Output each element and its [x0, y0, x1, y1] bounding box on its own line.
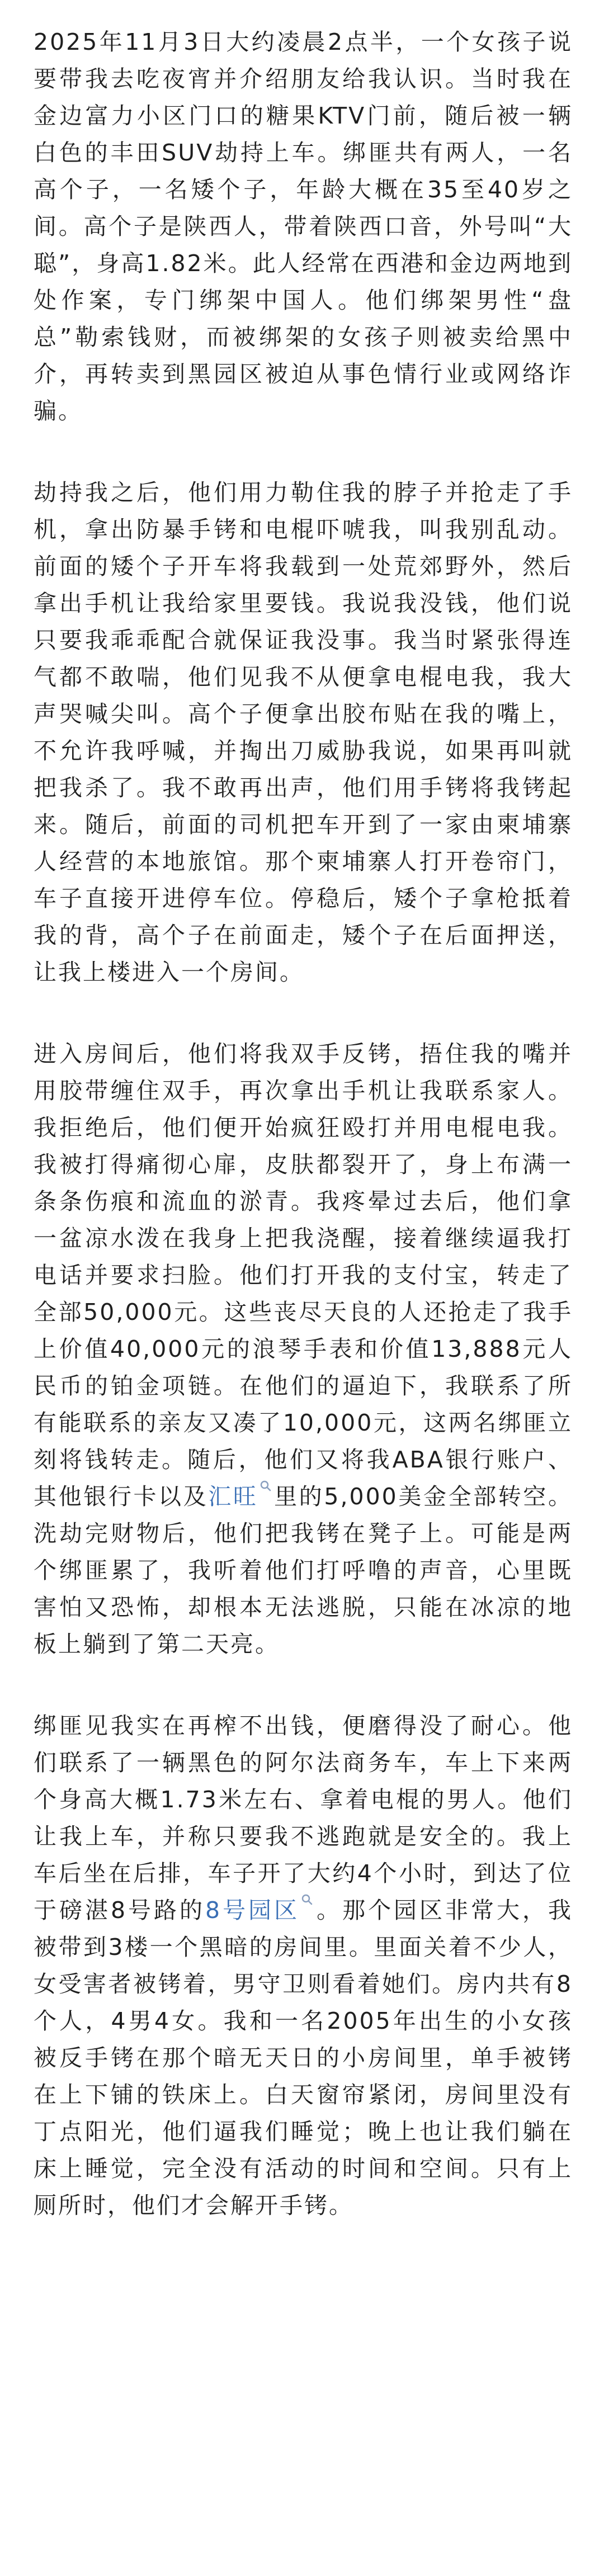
paragraph-4-text-b: 。那个园区非常大，我被带到3楼一个黑暗的房间里。里面关着不少人，女受害者被铐着，男守卫则看着她们。房内共有8个人，4男4女。我和一名2005年出生的小女孩被反手铐在那个暗无天日的小房间里，单手被铐在上下铺的铁床上。白天窗帘紧闭，房间里没有丁点阳光，他们逼我们睡觉；晚上也让我们躺在床上睡觉，完全没有活动的时间和空间。只有上厕所时，他们才会解开手铐。 [34, 1897, 573, 2219]
paragraph-3-text-a: 进入房间后，他们将我双手反铐，捂住我的嘴并用胶带缠住双手，再次拿出手机让我联系家人。我拒绝后，他们便开始疯狂殴打并用电棍电我。我被打得痛彻心扉，皮肤都裂开了，身上布满一条条伤痕和流血的淤青。我疼晕过去后，他们拿一盆凉水泼在我身上把我浇醒，接着继续逼我打电话并要求扫脸。他们打开我的支付宝，转走了全部50,000元。这些丧尽天良的人还抢走了我手上价值40,000元的浪琴手表和价值13,888元人民币的铂金项链。在他们的逼迫下，我联系了所有能联系的亲友又凑了10,000元，这两名绑匪立刻将钱转走。随后，他们又将我ABA银行账户、其他银行卡以及 [34, 1040, 573, 1510]
paragraph-3-text-b: 里的5,000美金全部转空。洗劫完财物后，他们把我铐在凳子上。可能是两个绑匪累了，我听着他们打呼噜的声音，心里既害怕又恐怖，却根本无法逃脱，只能在冰凉的地板上躺到了第二天亮。 [34, 1483, 573, 1658]
search-icon[interactable] [301, 1893, 313, 1906]
search-link-huiwang[interactable] [208, 1483, 273, 1510]
paragraph-4 [34, 1707, 573, 2224]
search-icon[interactable] [259, 1480, 272, 1492]
search-link-huiwang-label[interactable]: 汇旺 [208, 1483, 258, 1510]
search-link-park-8-label[interactable]: 8号园区 [205, 1897, 300, 1924]
paragraph-2 [34, 474, 573, 991]
paragraph-4-text-a: 绑匪见我实在再榨不出钱，便磨得没了耐心。他们联系了一辆黑色的阿尔法商务车，车上下来两个身高大概1.73米左右、拿着电棍的男人。他们让我上车，并称只要我不逃跑就是安全的。我上车后坐在后排，车子开了大约4个小时，到达了位于磅湛8号路的 [34, 1712, 573, 1924]
paragraph-3 [34, 1035, 573, 1663]
paragraph-1 [34, 23, 573, 429]
search-link-park-8[interactable] [205, 1897, 315, 1924]
paragraph-2-text: 劫持我之后，他们用力勒住我的脖子并抢走了手机，拿出防暴手铐和电棍吓唬我，叫我别乱动。前面的矮个子开车将我载到一处荒郊野外，然后拿出手机让我给家里要钱。我说我没钱，他们说只要我乖乖配合就保证我没事。我当时紧张得连气都不敢喘，他们见我不从便拿电棍电我，我大声哭喊尖叫。高个子便拿出胶布贴在我的嘴上，不允许我呼喊，并掏出刀威胁我说，如果再叫就把我杀了。我不敢再出声，他们用手铐将我铐起来。随后，前面的司机把车开到了一家由柬埔寨人经营的本地旅馆。那个柬埔寨人打开卷帘门，车子直接开进停车位。停稳后，矮个子拿枪抵着我的背，高个子在前面走，矮个子在后面押送，让我上楼进入一个房间。 [34, 479, 573, 986]
paragraph-1-text: 2025年11月3日大约凌晨2点半，一个女孩子说要带我去吃夜宵并介绍朋友给我认识。当时我在金边富力小区门口的糖果KTV门前，随后被一辆白色的丰田SUV劫持上车。绑匪共有两人，一名高个子，一名矮个子，年龄大概在35至40岁之间。高个子是陕西人，带着陕西口音，外号叫“大聪”，身高1.82米。此人经常在西港和金边两地到处作案，专门绑架中国人。他们绑架男性“盘总”勒索钱财，而被绑架的女孩子则被卖给黑中介，再转卖到黑园区被迫从事色情行业或网络诈骗。 [34, 29, 573, 424]
